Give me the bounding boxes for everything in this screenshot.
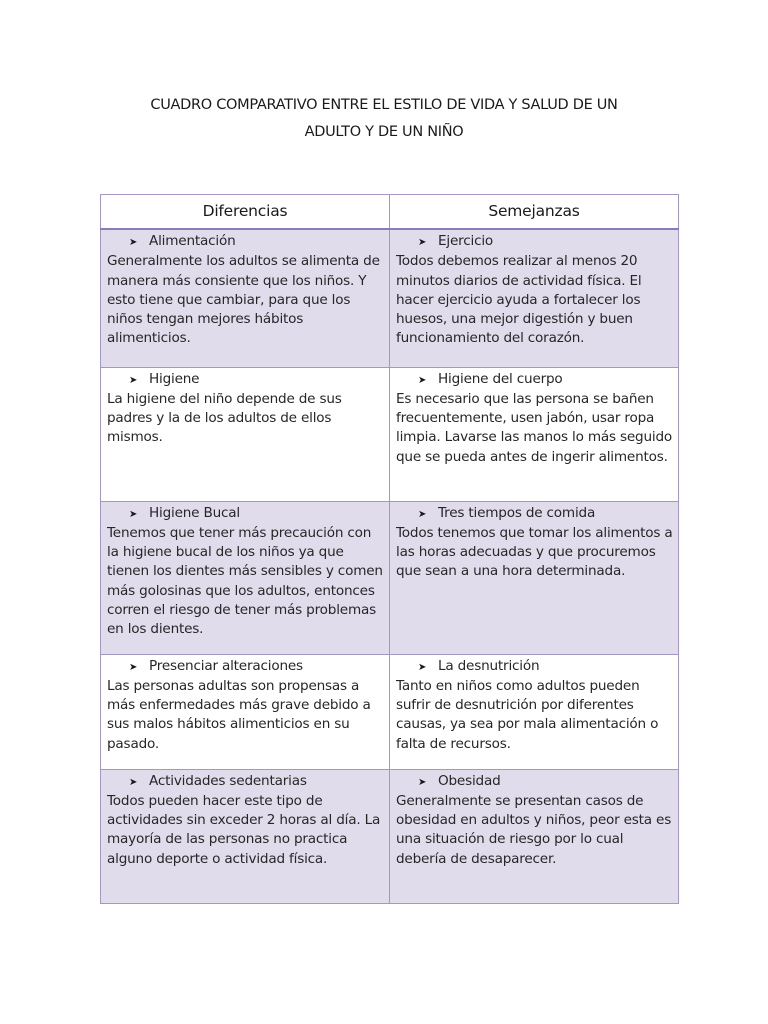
item-heading-label: Obesidad — [438, 772, 501, 789]
item-heading — [396, 370, 673, 390]
item-heading-label: Alimentación — [149, 233, 236, 249]
table-row — [101, 229, 679, 367]
diferencia-cell — [101, 367, 390, 501]
arrowhead-bullet-icon: ➤ — [129, 508, 138, 520]
item-heading — [107, 370, 384, 390]
item-heading — [107, 772, 384, 792]
arrowhead-bullet-icon: ➤ — [129, 237, 138, 248]
item-text: Todos tenemos que tomar los alimentos a las horas adecuadas y que procuremos que sean a una hora determinada. — [396, 524, 673, 580]
column-header-diferencias: Diferencias — [101, 195, 390, 230]
title-line-2: ADULTO Y DE UN NIÑO — [304, 124, 464, 140]
item-heading-label: Actividades sedentarias — [149, 772, 307, 789]
item-heading — [107, 504, 384, 524]
item-text: Las personas adultas son propensas a más enfermedades más grave debido a sus malos hábitos alimenticios en su pasado. — [107, 677, 371, 752]
diferencia-cell — [101, 229, 390, 367]
item-heading — [396, 504, 673, 524]
item-text: La higiene del niño depende de sus padres y la de los adultos de ellos mismos. — [107, 390, 342, 446]
column-header-semejanzas: Semejanzas — [390, 195, 679, 230]
title-line-1: CUADRO COMPARATIVO ENTRE EL ESTILO DE VIDA Y SALUD DE UN — [150, 97, 618, 113]
semejanza-cell — [390, 654, 679, 769]
semejanza-cell — [390, 367, 679, 501]
arrowhead-bullet-icon: ➤ — [129, 374, 138, 386]
arrowhead-bullet-icon: ➤ — [418, 776, 427, 788]
item-text: Generalmente se presentan casos de obesidad en adultos y niños, peor esta es una situación de riesgo por lo cual debería de desaparecer. — [396, 792, 672, 867]
document-title — [100, 92, 668, 146]
diferencia-cell — [101, 654, 390, 769]
item-heading-label: Higiene Bucal — [149, 504, 240, 521]
arrowhead-bullet-icon: ➤ — [418, 237, 427, 248]
item-text: Tanto en niños como adultos pueden sufrir de desnutrición por diferentes causas, ya sea por mala alimentación o falta de recursos. — [396, 677, 659, 752]
table-row — [101, 654, 679, 769]
arrowhead-bullet-icon: ➤ — [418, 374, 427, 386]
item-heading-label: Tres tiempos de comida — [438, 504, 596, 521]
item-text: Todos debemos realizar al menos 20 minutos diarios de actividad física. El hacer ejercicio ayuda a fortalecer los huesos, una mejor digestión y buen funcionamiento del corazón. — [396, 253, 642, 347]
item-heading-label: Higiene del cuerpo — [438, 370, 563, 387]
table-row — [101, 367, 679, 501]
arrowhead-bullet-icon: ➤ — [129, 776, 138, 788]
item-heading-label: Presenciar alteraciones — [149, 657, 303, 674]
arrowhead-bullet-icon: ➤ — [418, 508, 427, 520]
item-heading-label: Higiene — [149, 370, 200, 387]
item-heading — [107, 232, 384, 252]
item-text: Es necesario que las persona se bañen frecuentemente, usen jabón, usar ropa limpia. Lavarse las manos lo más seguido que se pueda antes de ingerir alimentos. — [396, 390, 673, 465]
diferencia-cell — [101, 501, 390, 654]
item-heading — [396, 772, 673, 792]
item-text: Tenemos que tener más precaución con la higiene bucal de los niños ya que tienen los dientes más sensibles y comen más golosinas que los adultos, entonces corren el riesgo de tener más problemas en los dientes. — [107, 524, 383, 638]
semejanza-cell — [390, 501, 679, 654]
item-heading-label: La desnutrición — [438, 657, 540, 674]
item-text: Generalmente los adultos se alimenta de manera más consiente que los niños. Y esto tiene que cambiar, para que los niños tengan mejores hábitos alimenticios. — [107, 253, 380, 347]
arrowhead-bullet-icon: ➤ — [129, 661, 138, 673]
semejanza-cell — [390, 769, 679, 903]
table-row — [101, 501, 679, 654]
item-heading — [396, 232, 673, 252]
item-text: Todos pueden hacer este tipo de actividades sin exceder 2 horas al día. La mayoría de las personas no practica alguno deporte o actividad física. — [107, 792, 381, 867]
table-row — [101, 769, 679, 903]
diferencia-cell — [101, 769, 390, 903]
item-heading-label: Ejercicio — [438, 233, 494, 249]
table-header-row — [101, 195, 679, 230]
comparison-table — [100, 194, 679, 904]
semejanza-cell — [390, 229, 679, 367]
arrowhead-bullet-icon: ➤ — [418, 661, 427, 673]
item-heading — [107, 657, 384, 677]
item-heading — [396, 657, 673, 677]
